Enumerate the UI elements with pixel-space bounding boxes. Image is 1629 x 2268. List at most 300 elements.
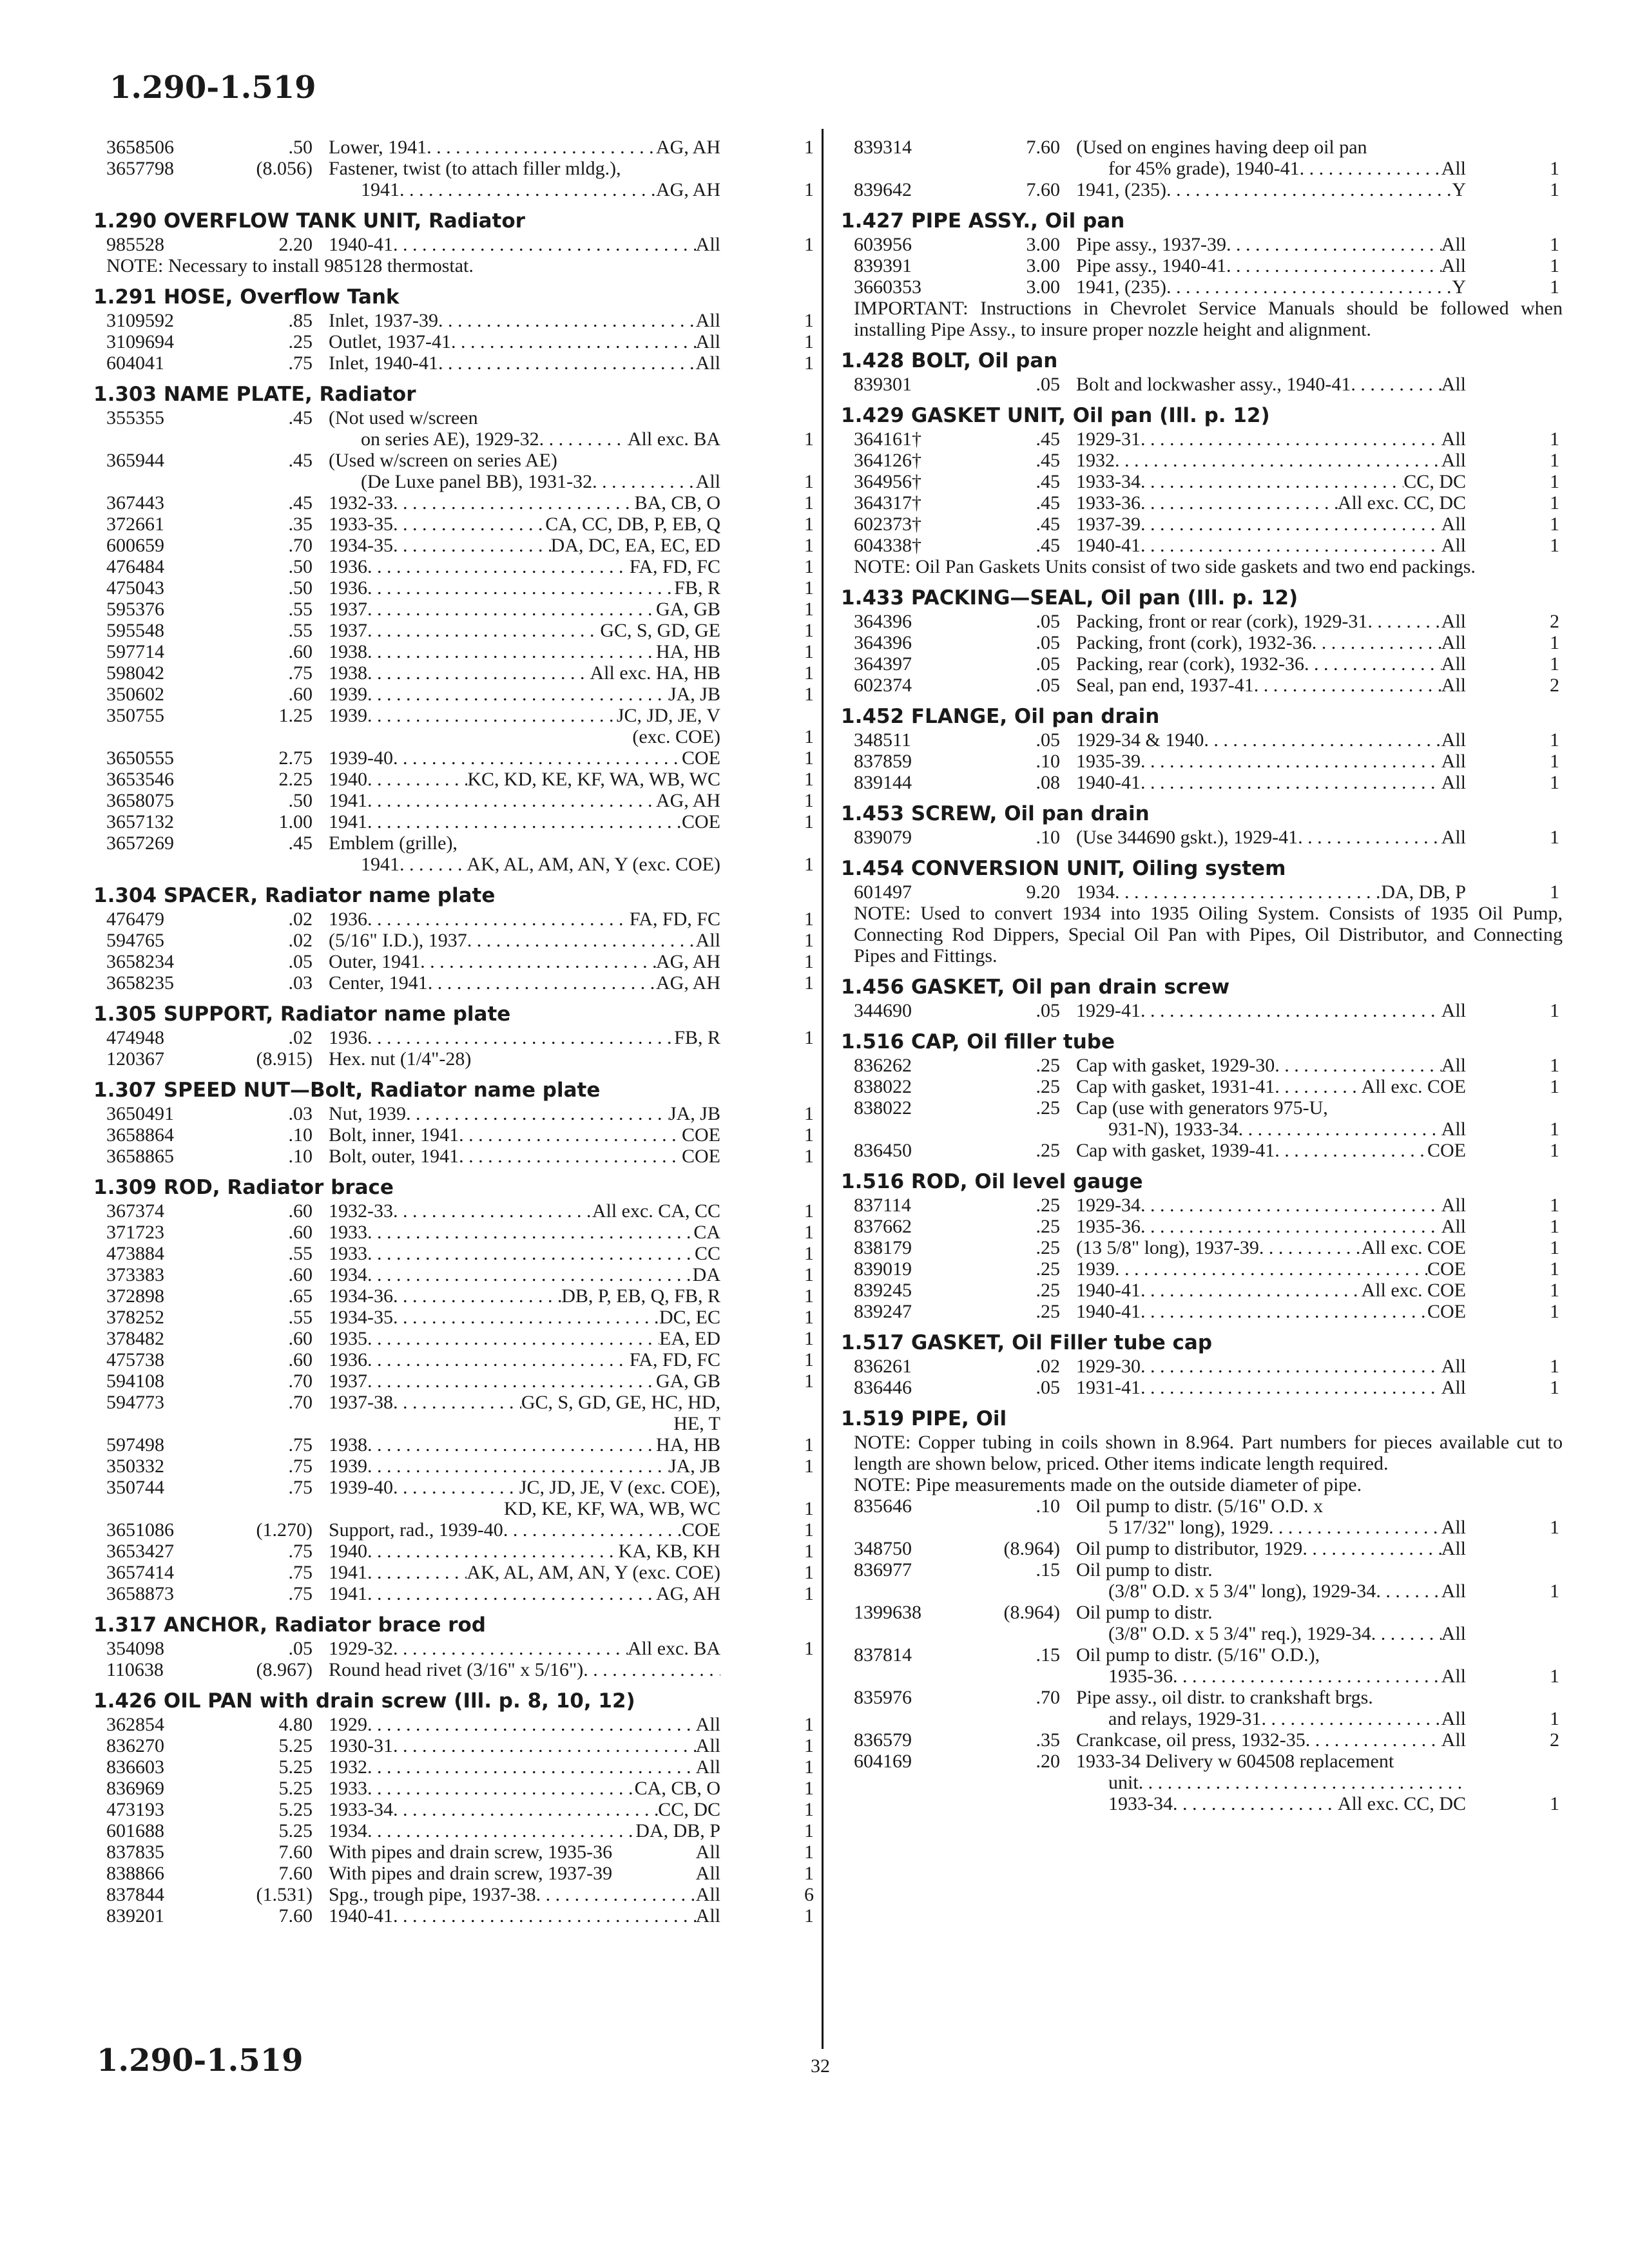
part-row	[841, 1495, 1563, 1517]
part-description	[329, 450, 720, 471]
part-price: 7.60	[278, 1905, 313, 1927]
model-applicability: All exc. BA	[627, 1638, 720, 1659]
quantity: 1	[804, 1735, 814, 1756]
part-row	[841, 1140, 1563, 1161]
part-row	[841, 1729, 1563, 1751]
part-description	[329, 662, 720, 684]
description-text: 1932-33	[329, 1200, 393, 1222]
catalog-section	[841, 137, 1563, 200]
part-description	[1076, 653, 1466, 675]
leader-dots	[367, 577, 674, 599]
part-price: 5.25	[278, 1756, 313, 1778]
part-number: 473193	[106, 1799, 164, 1820]
description-text: 1938	[329, 641, 367, 662]
part-description	[329, 310, 720, 331]
description-text: Outlet, 1937-41	[329, 331, 451, 352]
section-heading: 1.307 SPEED NUT—Bolt, Radiator name plate	[93, 1079, 601, 1102]
part-row	[841, 374, 1563, 395]
part-number: 835646	[854, 1495, 912, 1517]
part-description	[1076, 1097, 1466, 1119]
description-text: Outer, 1941	[329, 951, 421, 972]
part-description	[329, 811, 720, 832]
leader-dots	[406, 1103, 669, 1124]
part-description	[1076, 1237, 1466, 1258]
section-heading: 1.317 ANCHOR, Radiator brace rod	[93, 1613, 486, 1637]
part-price: .60	[288, 684, 313, 705]
part-row	[93, 1884, 817, 1905]
description-text: 1932	[329, 1756, 367, 1778]
leader-dots	[1141, 751, 1441, 772]
part-description	[329, 556, 720, 577]
leader-dots	[393, 1799, 658, 1820]
part-description	[329, 352, 720, 374]
leader-dots	[367, 1820, 635, 1841]
part-price: .60	[288, 1264, 313, 1285]
part-row	[93, 854, 817, 875]
section-heading: 1.305 SUPPORT, Radiator name plate	[93, 1003, 511, 1026]
quantity: 1	[804, 1905, 814, 1927]
description-text: for 45% grade), 1940-41	[1108, 158, 1300, 179]
part-row	[93, 1583, 817, 1604]
part-description	[329, 1200, 720, 1222]
leader-dots	[367, 1778, 635, 1799]
description-text: Cap with gasket, 1939-41	[1076, 1140, 1275, 1161]
model-applicability: All	[695, 1735, 720, 1756]
leader-dots	[367, 599, 656, 620]
part-description	[329, 832, 720, 854]
part-row	[841, 1000, 1563, 1021]
part-row	[841, 535, 1563, 556]
leader-dots	[367, 1434, 656, 1456]
description-text: Packing, front (cork), 1932-36	[1076, 632, 1312, 653]
description-text: Inlet, 1940-41	[329, 352, 438, 374]
model-applicability: AG, AH	[655, 179, 720, 200]
part-price: .70	[288, 1370, 313, 1392]
part-number: 836579	[854, 1729, 912, 1751]
part-price: .45	[288, 492, 313, 514]
part-price: 5.25	[278, 1820, 313, 1841]
part-price: 5.25	[278, 1799, 313, 1820]
leader-dots	[1141, 1195, 1441, 1216]
catalog-section	[93, 381, 817, 875]
model-applicability: All	[1441, 1055, 1466, 1076]
description-text: 1929-32	[329, 1638, 393, 1659]
leader-dots	[400, 854, 467, 875]
catalog-section	[841, 1169, 1563, 1322]
part-number: 475738	[106, 1349, 164, 1370]
part-price: (1.270)	[256, 1519, 313, 1541]
part-description	[329, 428, 720, 450]
part-number: 3658873	[106, 1583, 174, 1604]
part-row	[841, 1356, 1563, 1377]
model-applicability: All	[1441, 158, 1466, 179]
quantity: 1	[804, 1714, 814, 1735]
part-description	[1076, 428, 1466, 450]
quantity: 1	[804, 471, 814, 492]
catalog-section	[841, 208, 1563, 340]
part-description	[1076, 234, 1466, 255]
part-number: 354098	[106, 1638, 164, 1659]
quantity: 1	[1550, 772, 1559, 793]
part-price: .50	[288, 137, 313, 158]
part-description	[329, 1820, 720, 1841]
section-heading: 1.453 SCREW, Oil pan drain	[841, 802, 1150, 825]
part-row	[93, 1243, 817, 1264]
model-applicability: DA, DB, P	[1381, 881, 1466, 903]
part-number: 364126†	[854, 450, 921, 471]
part-description	[1076, 1216, 1466, 1237]
part-price: .10	[1036, 827, 1060, 848]
model-applicability: AG, AH	[655, 1583, 720, 1604]
part-row	[93, 234, 817, 255]
part-number: 836446	[854, 1377, 912, 1398]
part-number: 3658864	[106, 1124, 174, 1146]
model-applicability: DA, DC, EA, EC, ED	[550, 535, 720, 556]
part-description	[329, 535, 720, 556]
description-text: 1937	[329, 599, 367, 620]
part-description	[1076, 1495, 1466, 1517]
leader-dots	[1173, 1666, 1441, 1687]
part-row	[93, 1307, 817, 1328]
part-number: 355355	[106, 407, 164, 428]
quantity: 1	[804, 1307, 814, 1328]
leader-dots	[393, 1307, 659, 1328]
description-text: 1930-31	[329, 1735, 393, 1756]
part-row	[841, 1280, 1563, 1301]
description-text: 1933-35	[329, 514, 393, 535]
leader-dots	[1141, 1280, 1362, 1301]
part-number: 603956	[854, 234, 912, 255]
model-applicability: All	[1441, 827, 1466, 848]
part-row	[841, 1708, 1563, 1729]
catalog-section	[93, 137, 817, 200]
part-row	[841, 1517, 1563, 1538]
model-applicability: All	[1441, 1000, 1466, 1021]
description-text: Cap (use with generators 975-U,	[1076, 1097, 1328, 1119]
model-applicability: HA, HB	[655, 641, 720, 662]
part-description	[329, 1146, 720, 1167]
model-applicability: All	[1441, 729, 1466, 751]
part-price: .25	[1036, 1140, 1060, 1161]
quantity: 1	[804, 1285, 814, 1307]
description-text: 1940	[329, 769, 367, 790]
part-price: .55	[288, 1243, 313, 1264]
part-row	[93, 179, 817, 200]
leader-dots	[1166, 179, 1452, 200]
leader-dots	[1173, 1793, 1338, 1814]
leader-dots	[451, 331, 696, 352]
part-row	[841, 1687, 1563, 1708]
part-description	[1076, 374, 1466, 395]
part-price: 3.00	[1026, 234, 1060, 255]
model-applicability: CC, DC	[1403, 471, 1466, 492]
model-applicability: DC, EC	[659, 1307, 720, 1328]
quantity: 1	[1550, 514, 1559, 535]
part-row	[93, 790, 817, 811]
part-number: 3657269	[106, 832, 174, 854]
description-text: 1939-40	[329, 747, 393, 769]
description-text: 1941	[329, 790, 367, 811]
section-heading: 1.452 FLANGE, Oil pan drain	[841, 705, 1160, 728]
part-number: 3658506	[106, 137, 174, 158]
part-row	[93, 535, 817, 556]
model-applicability: All	[1441, 611, 1466, 632]
quantity: 1	[804, 1349, 814, 1370]
model-applicability: All	[695, 234, 720, 255]
part-row	[93, 1519, 817, 1541]
part-row	[841, 632, 1563, 653]
quantity: 1	[804, 1863, 814, 1884]
part-price: 3.00	[1026, 276, 1060, 298]
part-number: 378482	[106, 1328, 164, 1349]
part-row	[93, 726, 817, 747]
catalog-section	[93, 1175, 817, 1604]
quantity: 1	[804, 1519, 814, 1541]
catalog-section	[93, 1077, 817, 1167]
leader-dots	[393, 747, 682, 769]
part-number: 3658865	[106, 1146, 174, 1167]
quantity: 1	[1550, 1301, 1559, 1322]
model-applicability: All	[1441, 1666, 1466, 1687]
part-row	[93, 1434, 817, 1456]
part-price: .05	[1036, 653, 1060, 675]
part-description	[329, 1541, 720, 1562]
catalog-section	[841, 1406, 1563, 1814]
part-number: 365944	[106, 450, 164, 471]
leader-dots	[1304, 653, 1441, 675]
leader-dots	[367, 790, 656, 811]
quantity: 1	[804, 577, 814, 599]
part-description	[329, 1863, 720, 1884]
catalog-section	[841, 585, 1563, 696]
part-description	[329, 930, 720, 951]
model-applicability: All	[1441, 450, 1466, 471]
part-price: .10	[288, 1124, 313, 1146]
part-description	[1076, 1644, 1466, 1666]
description-text: Oil pump to distr.	[1076, 1602, 1213, 1623]
model-applicability: GC, S, GD, GE	[600, 620, 720, 641]
model-applicability: COE	[682, 1146, 720, 1167]
part-description	[329, 1328, 720, 1349]
quantity: 1	[1550, 1280, 1559, 1301]
part-number: 837662	[854, 1216, 912, 1237]
leader-dots	[393, 1285, 561, 1307]
leader-dots	[420, 951, 656, 972]
part-row	[93, 930, 817, 951]
page-range-header: 1.290-1.519	[110, 70, 316, 106]
quantity: 1	[804, 1027, 814, 1048]
quantity: 1	[1550, 1708, 1559, 1729]
part-row	[841, 179, 1563, 200]
part-description	[329, 641, 720, 662]
left-column	[93, 129, 817, 1927]
part-row	[841, 881, 1563, 903]
description-text: 1939	[329, 684, 367, 705]
description-text: Inlet, 1937-39	[329, 310, 438, 331]
description-text: 1934	[329, 1820, 367, 1841]
part-number: 837814	[854, 1644, 912, 1666]
model-applicability: All exc. COE	[1361, 1076, 1466, 1097]
description-text: 1935-39	[1076, 751, 1141, 772]
description-text: (Used w/screen on series AE)	[329, 450, 557, 471]
quantity: 1	[804, 620, 814, 641]
part-price: .15	[1036, 1644, 1060, 1666]
part-row	[93, 705, 817, 726]
section-note: NOTE: Used to convert 1934 into 1935 Oiling System. Consists of 1935 Oil Pump, Connecting Rod Dippers, Special Oil Pan with Pipes, Oil Distributor, and Connecting Pipes and Fittings.	[854, 903, 1563, 966]
part-description	[1076, 1559, 1466, 1581]
description-text: 1932-33	[329, 492, 393, 514]
part-number: 836969	[106, 1778, 164, 1799]
part-description	[329, 951, 720, 972]
part-number: 604041	[106, 352, 164, 374]
part-description	[329, 599, 720, 620]
part-row	[841, 471, 1563, 492]
part-description	[1076, 1729, 1466, 1751]
part-price: .85	[288, 310, 313, 331]
quantity: 1	[804, 514, 814, 535]
part-price: .25	[1036, 1301, 1060, 1322]
part-price: 2.75	[278, 747, 313, 769]
leader-dots	[1115, 881, 1381, 903]
description-text: Bolt, outer, 1941	[329, 1146, 459, 1167]
part-price: .45	[288, 450, 313, 471]
model-applicability: All exc. CC, DC	[1337, 492, 1466, 514]
part-row	[93, 1370, 817, 1392]
part-row	[93, 620, 817, 641]
quantity: 1	[804, 1243, 814, 1264]
model-applicability: JC, JD, JE, V (exc. COE),	[519, 1477, 720, 1498]
quantity: 1	[1550, 1119, 1559, 1140]
part-number: 3660353	[854, 276, 921, 298]
part-row	[841, 653, 1563, 675]
description-text: 1934	[329, 1264, 367, 1285]
part-number: 110638	[106, 1659, 164, 1680]
catalog-section	[93, 1688, 817, 1927]
catalog-section	[841, 1029, 1563, 1161]
leader-dots	[1259, 1237, 1362, 1258]
leader-dots	[367, 662, 590, 684]
part-price: 7.60	[278, 1863, 313, 1884]
part-description	[329, 1562, 720, 1583]
part-number: 604169	[854, 1751, 912, 1772]
part-price: 5.25	[278, 1735, 313, 1756]
description-text: 1934-35	[329, 1307, 393, 1328]
part-row	[841, 276, 1563, 298]
leader-dots	[459, 1146, 682, 1167]
model-applicability: JA, JB	[668, 684, 720, 705]
part-row	[93, 310, 817, 331]
part-number: 594765	[106, 930, 164, 951]
part-row	[93, 1820, 817, 1841]
model-applicability: All	[1441, 514, 1466, 535]
quantity: 1	[804, 310, 814, 331]
description-text: (3/8" O.D. x 5 3/4" req.), 1929-34	[1108, 1623, 1371, 1644]
section-heading: 1.516 CAP, Oil filler tube	[841, 1030, 1115, 1053]
part-row	[93, 1124, 817, 1146]
part-description	[1076, 772, 1466, 793]
leader-dots	[438, 352, 696, 374]
description-text: on series AE), 1929-32	[361, 428, 539, 450]
leader-dots	[367, 705, 617, 726]
part-number: 602373†	[854, 514, 921, 535]
leader-dots	[1141, 1377, 1441, 1398]
part-price: .50	[288, 577, 313, 599]
part-number: 835976	[854, 1687, 912, 1708]
part-row	[93, 577, 817, 599]
leader-dots	[367, 684, 669, 705]
part-description	[1076, 1301, 1466, 1322]
part-description	[1076, 514, 1466, 535]
part-row	[93, 158, 817, 179]
description-text: Fastener, twist (to attach filler mldg.),	[329, 158, 621, 179]
part-price: .05	[1036, 729, 1060, 751]
leader-dots	[1302, 1538, 1441, 1559]
part-description	[1076, 1195, 1466, 1216]
part-number: 839201	[106, 1905, 164, 1927]
part-row	[841, 1538, 1563, 1559]
part-description	[329, 407, 720, 428]
part-row	[841, 1793, 1563, 1814]
part-row	[93, 684, 817, 705]
part-number: 367374	[106, 1200, 164, 1222]
part-description	[1076, 535, 1466, 556]
part-description	[1076, 881, 1466, 903]
part-description	[329, 705, 720, 726]
leader-dots	[1275, 1055, 1441, 1076]
description-text: 1929-34	[1076, 1195, 1141, 1216]
model-applicability: COE	[682, 811, 720, 832]
part-description	[329, 179, 720, 200]
model-applicability: All exc. COE	[1361, 1280, 1466, 1301]
model-applicability: KA, KB, KH	[618, 1541, 720, 1562]
column-divider	[822, 129, 824, 2049]
part-description	[1076, 611, 1466, 632]
part-row	[841, 772, 1563, 793]
part-description	[329, 1841, 720, 1863]
part-price: .55	[288, 599, 313, 620]
quantity: 1	[804, 1124, 814, 1146]
part-number: 837835	[106, 1841, 164, 1863]
description-text: (Used on engines having deep oil pan	[1076, 137, 1367, 158]
model-applicability: All	[1441, 1119, 1466, 1140]
description-text: 1940-41	[1076, 1280, 1141, 1301]
model-applicability: All	[1441, 374, 1466, 395]
part-price: .05	[1036, 374, 1060, 395]
leader-dots	[539, 428, 628, 450]
part-price: .45	[1036, 428, 1060, 450]
part-description	[1076, 827, 1466, 848]
part-number: 371723	[106, 1222, 164, 1243]
part-row	[93, 514, 817, 535]
part-row	[93, 641, 817, 662]
description-text: 1937	[329, 620, 367, 641]
part-description	[329, 1370, 720, 1392]
section-note: NOTE: Oil Pan Gaskets Units consist of two side gaskets and two end packings.	[854, 556, 1476, 577]
description-text: Seal, pan end, 1937-41	[1076, 675, 1254, 696]
model-applicability: All	[1441, 653, 1466, 675]
leader-dots	[1254, 675, 1441, 696]
part-number: 601688	[106, 1820, 164, 1841]
model-applicability: All exc. BA	[627, 428, 720, 450]
part-price: .45	[1036, 471, 1060, 492]
quantity: 1	[1550, 1793, 1559, 1814]
model-applicability: All	[1441, 234, 1466, 255]
part-description	[1076, 1687, 1466, 1708]
part-number: 3658075	[106, 790, 174, 811]
model-applicability: All	[1441, 1377, 1466, 1398]
description-text: 1939-40	[329, 1477, 393, 1498]
section-heading: 1.427 PIPE ASSY., Oil pan	[841, 209, 1125, 233]
